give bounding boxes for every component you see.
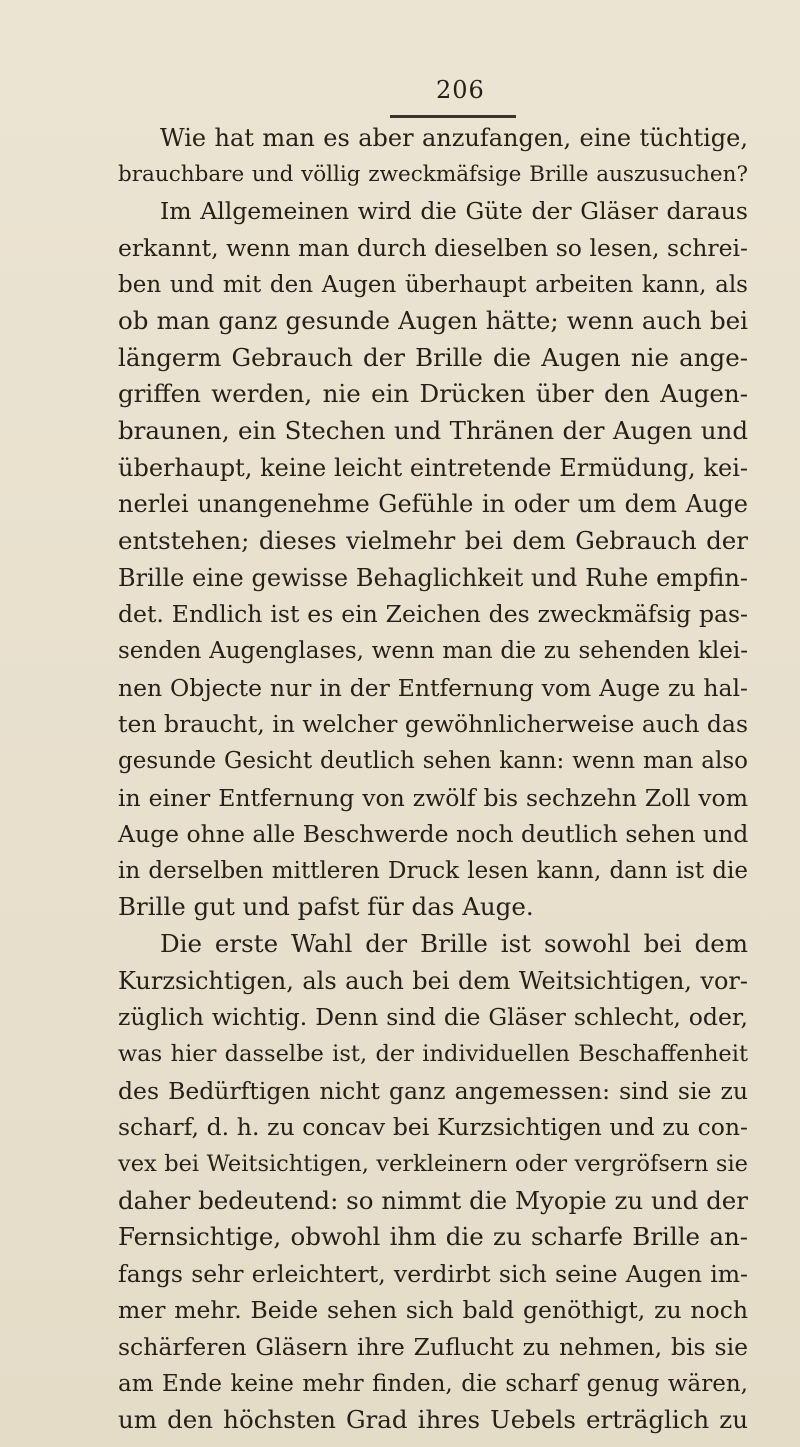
text-line: in einer Entfernung von zwölf bis sechzehn Zoll vom: [118, 783, 748, 812]
text-line: griffen werden, nie ein Drücken über den Augen-: [118, 379, 748, 409]
text-line: erkannt, wenn man durch dieselben so lesen, schrei-: [118, 233, 748, 262]
text-line: brauchbare und völlig zweckmäfsige Brille auszusuchen?: [118, 161, 748, 187]
text-line: Fernsichtige, obwohl ihm die zu scharfe Brille an-: [118, 1222, 748, 1252]
text-line: ob man ganz gesunde Augen hätte; wenn auch bei: [118, 306, 748, 336]
text-line: scharf, d. h. zu concav bei Kurzsichtigen und zu con-: [118, 1113, 748, 1142]
text-line: ben und mit den Augen überhaupt arbeiten kann, als: [118, 271, 748, 298]
text-line: Wie hat man es aber anzufangen, eine tüchtige,: [160, 124, 748, 152]
text-line: um den höchsten Grad ihres Uebels erträglich zu: [118, 1405, 748, 1435]
text-line: überhaupt, keine leicht eintretende Ermüdung, kei-: [118, 453, 748, 482]
text-line: Im Allgemeinen wird die Güte der Gläser daraus: [160, 197, 748, 226]
text-line: nerlei unangenehme Gefühle in oder um dem Auge: [118, 490, 748, 519]
text-line: mer mehr. Beide sehen sich bald genöthigt, zu noch: [118, 1296, 748, 1325]
text-line: Brille gut und pafst für das Auge.: [118, 892, 534, 922]
text-line: vex bei Weitsichtigen, verkleinern oder vergröfsern sie: [118, 1150, 748, 1177]
text-line: entstehen; dieses vielmehr bei dem Gebrauch der: [118, 526, 748, 556]
text-line: in derselben mittleren Druck lesen kann, dann ist die: [118, 857, 748, 884]
page-number: 206: [436, 76, 485, 104]
text-line: züglich wichtig. Denn sind die Gläser schlecht, oder,: [118, 1003, 748, 1032]
text-line: gesunde Gesicht deutlich sehen kann: wenn man also: [118, 747, 748, 774]
text-line: senden Augenglases, wenn man die zu sehenden klei-: [118, 637, 748, 664]
text-line: daher bedeutend: so nimmt die Myopie zu und der: [118, 1185, 748, 1215]
text-line: det. Endlich ist es ein Zeichen des zweckmäfsig pas-: [118, 600, 748, 629]
text-line: was hier dasselbe ist, der individuellen Beschaffenheit: [118, 1040, 748, 1067]
text-line: des Bedürftigen nicht ganz angemessen: sind sie zu: [118, 1076, 748, 1105]
text-line: am Ende keine mehr finden, die scharf genug wären,: [118, 1370, 748, 1397]
text-line: fangs sehr erleichtert, verdirbt sich seine Augen im-: [118, 1259, 748, 1288]
text-line: Kurzsichtigen, als auch bei dem Weitsichtigen, vor-: [118, 966, 748, 995]
text-line: schärferen Gläsern ihre Zuflucht zu nehmen, bis sie: [118, 1333, 748, 1362]
text-line: ten braucht, in welcher gewöhnlicherweise auch das: [118, 710, 748, 739]
text-line: nen Objecte nur in der Entfernung vom Auge zu hal-: [118, 673, 748, 702]
header-rule: [390, 115, 516, 118]
text-line: längerm Gebrauch der Brille die Augen nie ange-: [118, 342, 748, 372]
text-line: Brille eine gewisse Behaglichkeit und Ruhe empfin-: [118, 563, 748, 592]
text-line: Die erste Wahl der Brille ist sowohl bei dem: [160, 929, 748, 959]
text-line: Auge ohne alle Beschwerde noch deutlich sehen und: [118, 820, 749, 849]
text-line: braunen, ein Stechen und Thränen der Augen und: [118, 416, 748, 446]
